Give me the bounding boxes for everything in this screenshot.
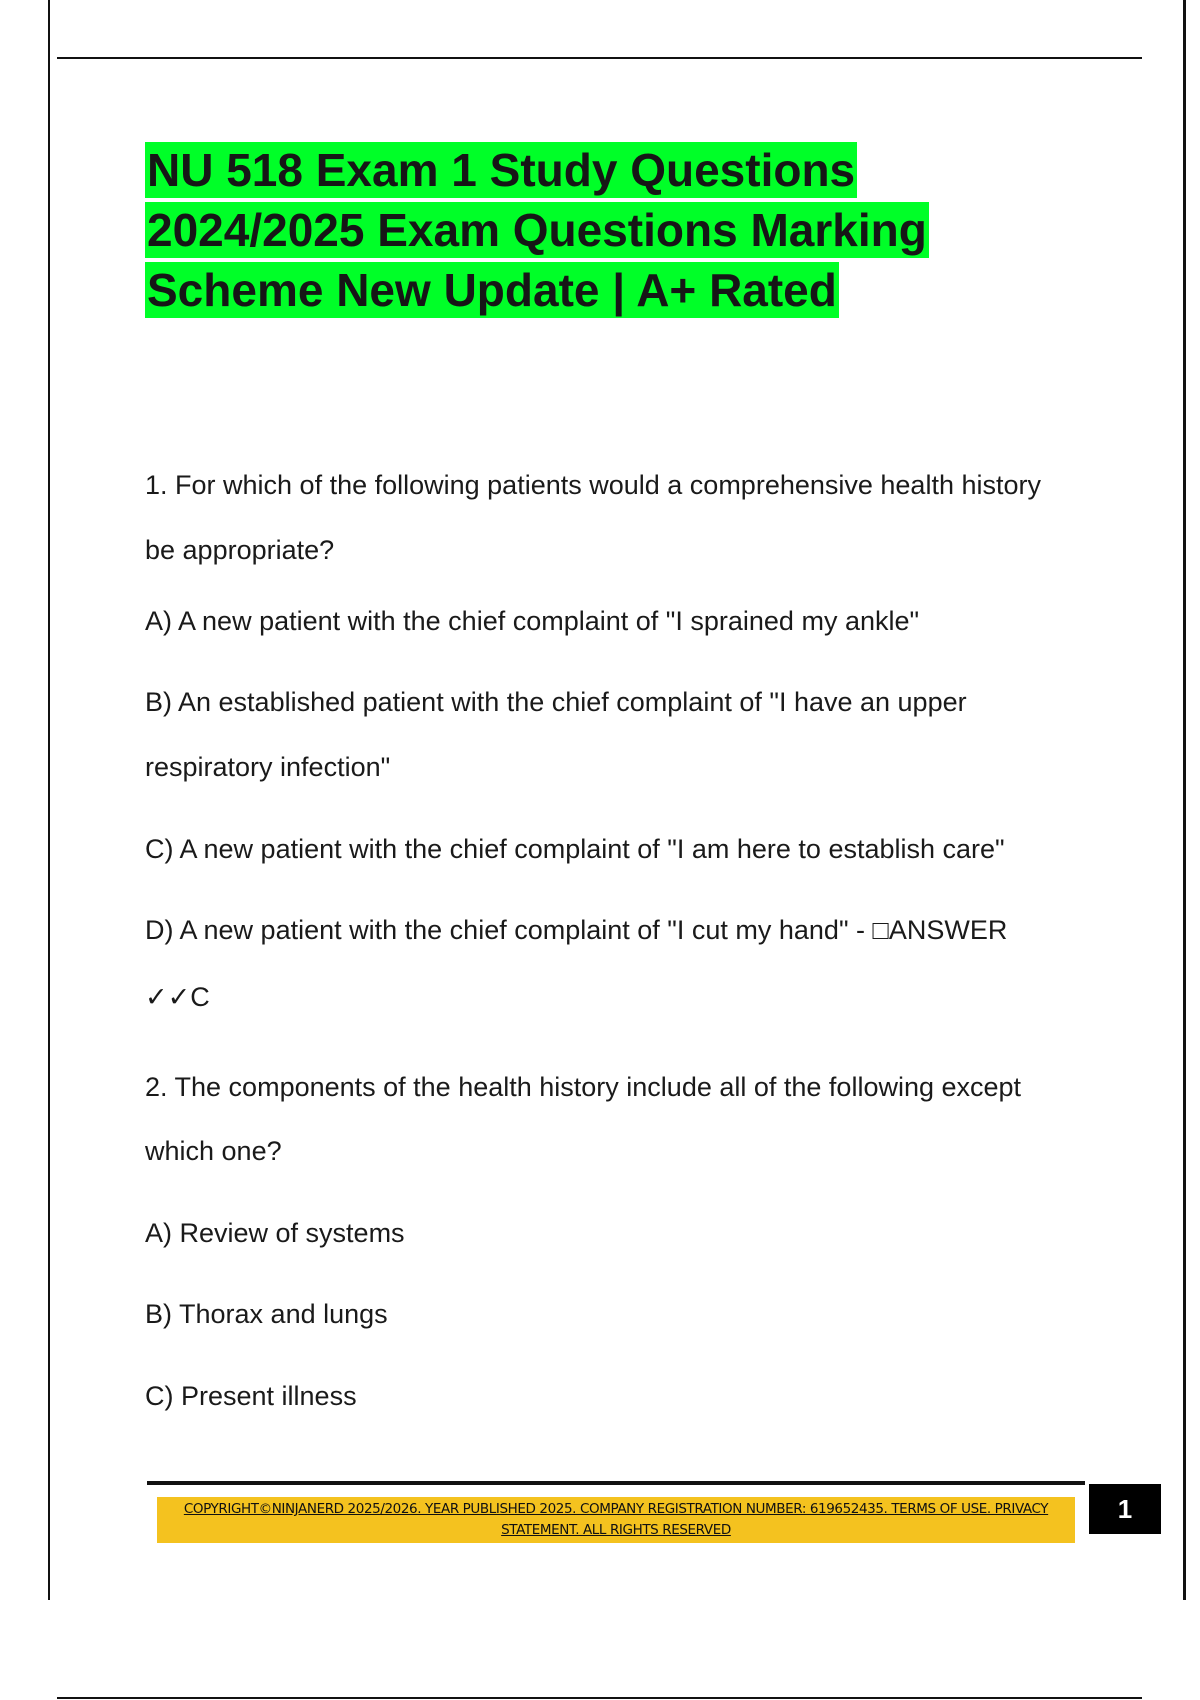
- next-page-rule: [57, 1697, 1142, 1699]
- question-2-option-a: A) Review of systems: [145, 1218, 405, 1248]
- question-1-option-b: B) An established patient with the chief complaint of "I have an upper: [145, 687, 967, 717]
- title-line-2: 2024/2025 Exam Questions Marking: [147, 204, 927, 256]
- question-2-option-c: C) Present illness: [145, 1381, 357, 1411]
- title-line-3: Scheme New Update | A+ Rated: [147, 264, 837, 316]
- copyright-line-1: COPYRIGHT©NINJANERD 2025/2026. YEAR PUBLISHED 2025. COMPANY REGISTRATION NUMBER: 619652435. TERMS OF USE. PRIVACY: [183, 1501, 1049, 1517]
- question-2-option-b: B) Thorax and lungs: [145, 1299, 388, 1329]
- question-2-text-cont: which one?: [145, 1136, 282, 1166]
- question-1-answer: ✓✓C: [145, 982, 210, 1012]
- question-1-option-d: D) A new patient with the chief complaint of "I cut my hand" - □ANSWER: [145, 915, 1008, 945]
- header-rule: [57, 57, 1142, 59]
- page-left-border: [48, 0, 50, 1600]
- title-line-1: NU 518 Exam 1 Study Questions: [147, 144, 856, 196]
- copyright-footer: [157, 1499, 1075, 1541]
- copyright-line-2: STATEMENT. ALL RIGHTS RESERVED: [501, 1522, 731, 1538]
- footer-rule: [147, 1481, 1085, 1485]
- question-1-option-b-cont: respiratory infection": [145, 752, 391, 782]
- page-number: 1: [1089, 1484, 1161, 1534]
- question-1-text: 1. For which of the following patients would a comprehensive health history: [145, 470, 1041, 500]
- question-1-option-a: A) A new patient with the chief complaint of "I sprained my ankle": [145, 606, 920, 636]
- document-title: [145, 140, 1045, 320]
- question-2-text: 2. The components of the health history include all of the following except: [145, 1072, 1022, 1102]
- question-1-option-c: C) A new patient with the chief complaint of "I am here to establish care": [145, 834, 1005, 864]
- page-right-border: [1183, 0, 1186, 1600]
- question-1-text-cont: be appropriate?: [145, 535, 335, 565]
